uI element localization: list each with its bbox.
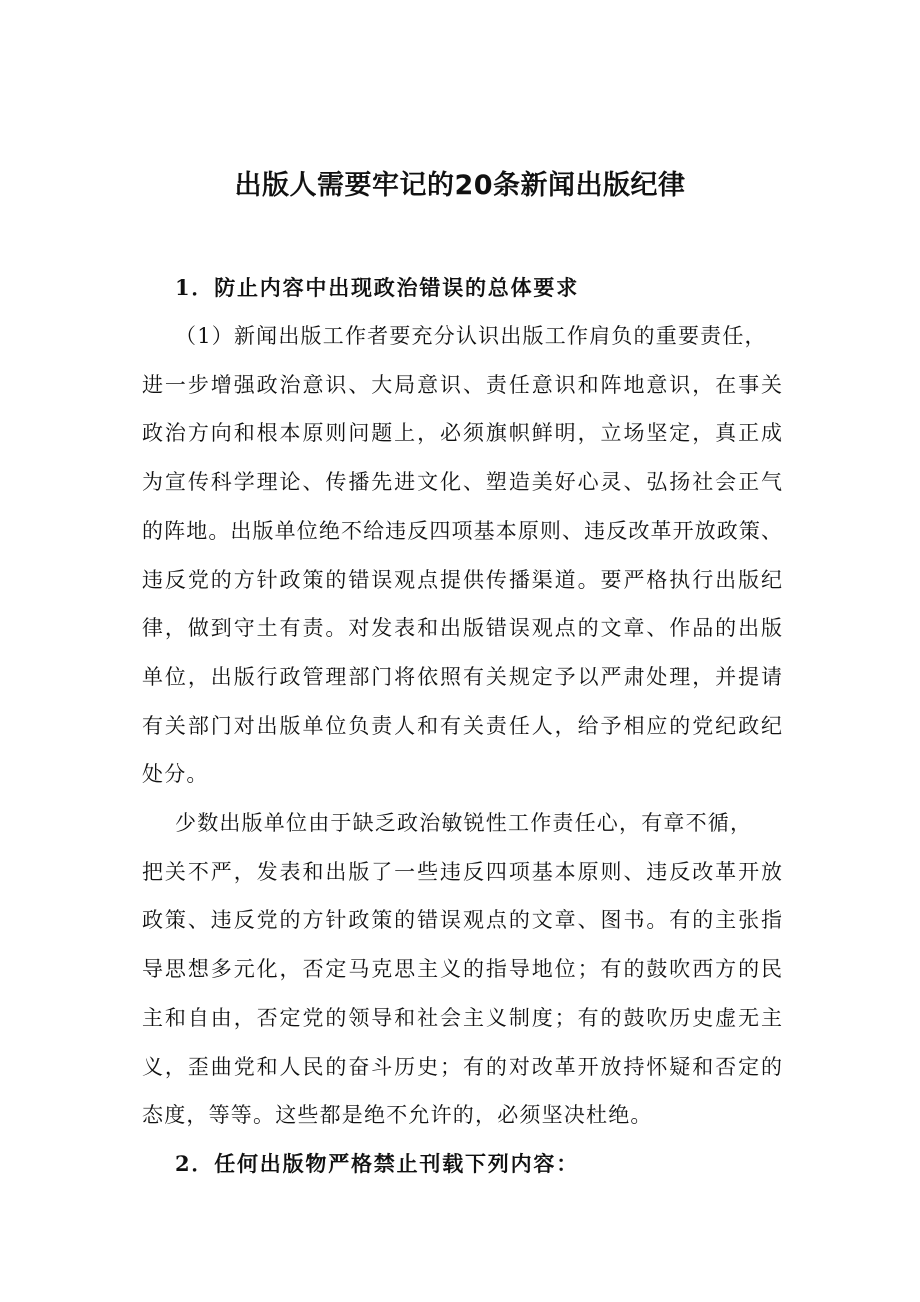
paragraph-line: 少数出版单位由于缺乏政治敏锐性工作责任心，有章不循， (175, 811, 753, 836)
paragraph-line: 为宣传科学理论、传播先进文化、塑造美好心灵、弘扬社会正气 (142, 470, 782, 495)
section-1-paragraph-2 (142, 799, 782, 1140)
paragraph-line: 政策、违反党的方针政策的错误观点的文章、图书。有的主张指 (142, 908, 782, 933)
section-2-heading: 2．任何出版物严格禁止刊载下列内容： (175, 1150, 580, 1176)
document-body (142, 264, 782, 1188)
section-1-heading: 1．防止内容中出现政治错误的总体要求 (175, 275, 580, 300)
paragraph-line: （1）新闻出版工作者要充分认识出版工作肩负的重要责任， (175, 324, 767, 348)
paragraph-line: 单位，出版行政管理部门将依照有关规定予以严肃处理，并提请 (142, 664, 782, 689)
document-title: 出版人需要牢记的20条新闻出版纪律 (234, 170, 686, 201)
paragraph-line: 进一步增强政治意识、大局意识、责任意识和阵地意识，在事关 (142, 372, 782, 397)
paragraph-line: 义，歪曲党和人民的奋斗历史；有的对改革开放持怀疑和否定的 (142, 1054, 782, 1079)
paragraph-line: 主和自由，否定党的领导和社会主义制度；有的鼓吹历史虚无主 (142, 1005, 782, 1030)
section-1-paragraph-1 (142, 312, 782, 799)
paragraph-line: 有关部门对出版单位负责人和有关责任人，给予相应的党纪政纪 (142, 713, 782, 738)
paragraph-line: 的阵地。出版单位绝不给违反四项基本原则、违反改革开放政策、 (142, 518, 782, 543)
paragraph-line: 违反党的方针政策的错误观点提供传播渠道。要严格执行出版纪 (142, 567, 782, 592)
paragraph-line: 态度，等等。这些都是绝不允许的，必须坚决杜绝。 (142, 1103, 653, 1128)
paragraph-line: 处分。 (142, 762, 209, 787)
paragraph-line: 律，做到守土有责。对发表和出版错误观点的文章、作品的出版 (142, 616, 782, 641)
paragraph-line: 政治方向和根本原则问题上，必须旗帜鲜明，立场坚定，真正成 (142, 421, 782, 446)
paragraph-line: 导思想多元化，否定马克思主义的指导地位；有的鼓吹西方的民 (142, 957, 782, 982)
paragraph-line: 把关不严，发表和出版了一些违反四项基本原则、违反改革开放 (142, 859, 782, 884)
